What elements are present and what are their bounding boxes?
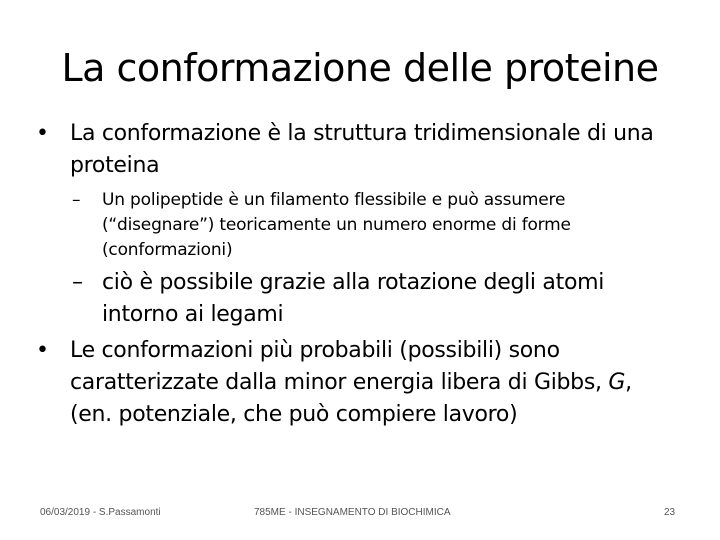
sub-bullet-text: Un polipeptide è un filamento flessibile e può assumere (“disegnare”) teoricamente un numero enorme di forme (conformazioni)	[102, 190, 571, 260]
slide-content	[36, 118, 676, 431]
gibbs-symbol: G	[608, 370, 626, 395]
sub-bullet-item	[36, 188, 676, 263]
dash-icon: –	[72, 190, 81, 210]
footer-page-number: 23	[664, 507, 676, 518]
bullet-item	[36, 118, 676, 182]
bullet-icon: •	[36, 338, 49, 363]
footer-date-author: 06/03/2019 - S.Passamonti	[40, 507, 161, 518]
bullet-text: La conformazione è la struttura tridimensionale di una proteina	[70, 121, 654, 178]
bullet-icon: •	[36, 121, 49, 146]
slide-title: La conformazione delle proteine	[61, 46, 659, 90]
dash-icon: –	[72, 270, 83, 295]
footer-course: 785ME - INSEGNAMENTO DI BIOCHIMICA	[254, 507, 451, 518]
sub-bullet-text: ciò è possibile grazie alla rotazione degli atomi intorno ai legami	[102, 270, 605, 327]
bullet-text-part: , (en. potenziale, che può compiere lavoro)	[70, 370, 632, 427]
bullet-item	[36, 335, 676, 431]
sub-bullet-item	[36, 267, 676, 331]
bullet-text-part: Le conformazioni più probabili (possibili) sono caratterizzate dalla minor energia libera di Gibbs,	[70, 338, 609, 395]
bullet-text	[70, 338, 632, 427]
